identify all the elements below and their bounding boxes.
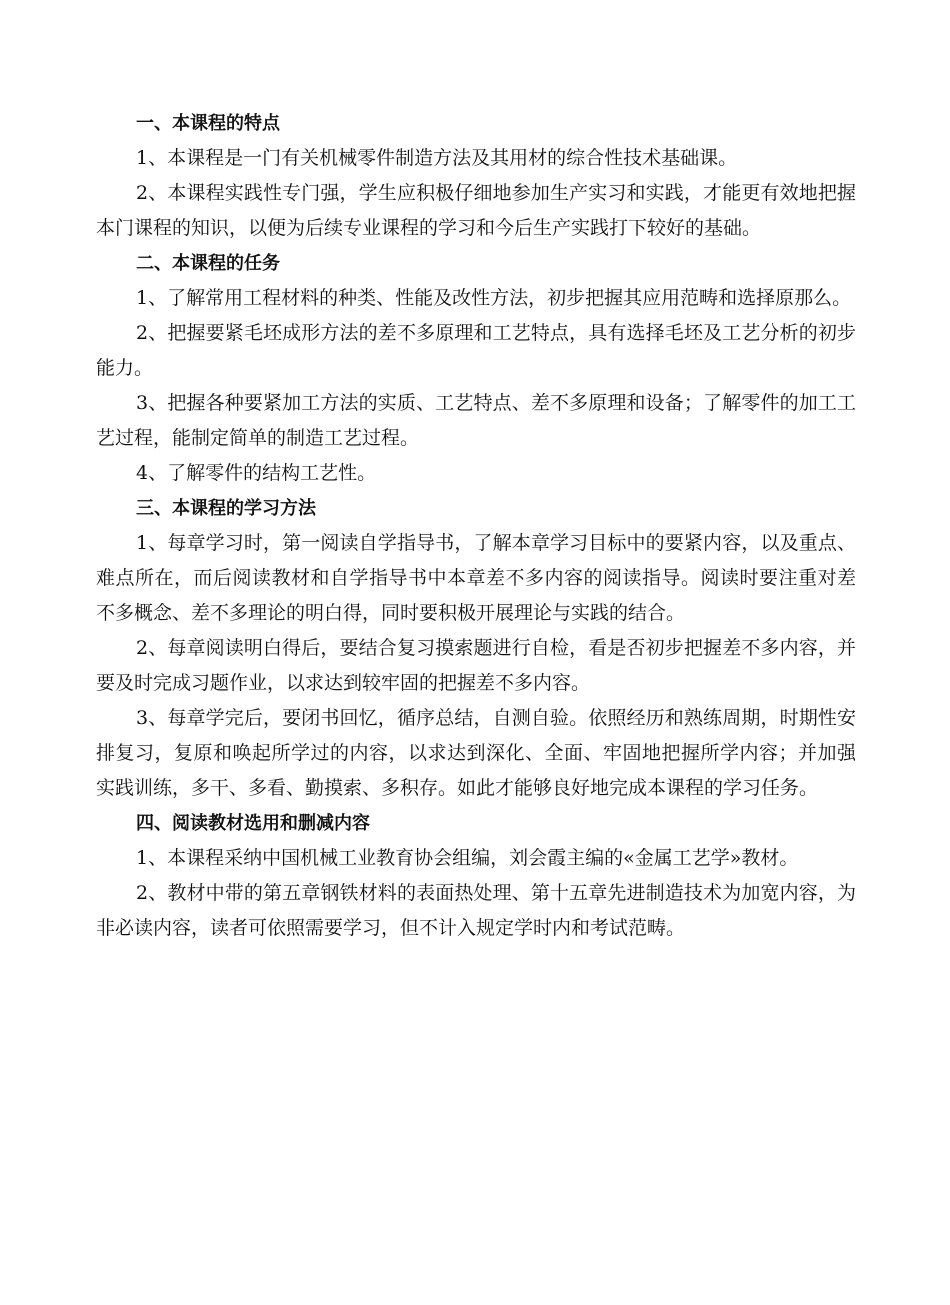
paragraph xyxy=(96,631,856,701)
paragraph xyxy=(96,526,856,631)
paragraph xyxy=(96,316,856,386)
paragraph-line: 么。 xyxy=(813,287,852,309)
paragraph-line: 1、本课程采纳中国机械工业教育协会组编，刘会霞主编的«金属工艺学»教材。 xyxy=(136,847,799,869)
section-heading-4: 四、阅读教材选用和删减内容 xyxy=(136,813,370,834)
paragraph-line: 重对差不多概念、差不多理论的明白得，同时要积极开展理论与实践的结合。 xyxy=(96,567,856,624)
paragraph xyxy=(96,141,856,176)
paragraph-line: 任务。 xyxy=(761,777,819,799)
paragraph-line: 3、把握各种要紧加工方法的实质、工艺特点、差不多原理和设备；了解零件的加 xyxy=(136,392,818,414)
section-heading-1: 一、本课程的特点 xyxy=(136,113,280,134)
paragraph xyxy=(96,176,856,246)
paragraph-line: 4、了解零件的结构工艺性。 xyxy=(136,462,377,484)
paragraph xyxy=(96,841,856,876)
paragraph-line: 并要及时完成习题作业，以求达到较牢固的把握差不多内容。 xyxy=(96,637,856,694)
paragraph xyxy=(96,701,856,806)
paragraph-line: 1、本课程是一门有关机械零件制造方法及其用材的综合性技术基础课。 xyxy=(136,147,738,169)
paragraph-line: 1、每章学习时，第一阅读自学指导书，了解本章学习目标中的要紧内容，以及重 xyxy=(136,532,818,554)
section-heading-2: 二、本课程的任务 xyxy=(136,253,280,274)
paragraph-line: 工工艺过程，能制定简单的制造工艺过程。 xyxy=(96,392,856,449)
paragraph-line: 2、教材中带的第五章钢铁材料的表面热处理、第十五章先进制造技术为加宽内容， xyxy=(136,882,837,904)
paragraph-line: 2、每章阅读明白得后，要结合复习摸索题进行自检，看是否初步把握差不多内容， xyxy=(136,637,837,659)
paragraph-line: 3、每章学完后，要闭书回忆，循序总结，自测自验。依照经历和熟练周期，时期 xyxy=(136,707,818,729)
paragraph-line: 点、难点所在，而后阅读教材和自学指导书中本章差不多内容的阅读指导。阅读时要注 xyxy=(96,532,856,589)
paragraph-line: 2、把握要紧毛坯成形方法的差不多原理和工艺特点，具有选择毛坯及工艺分析的 xyxy=(136,322,818,344)
paragraph-line: 并加强实践训练，多干、多看、勤摸索、多积存。如此才能够良好地完成本课程的学习 xyxy=(96,742,856,799)
section-heading-3: 三、本课程的学习方法 xyxy=(136,498,316,519)
document-page xyxy=(96,106,856,946)
paragraph xyxy=(96,386,856,456)
paragraph-line: 1、了解常用工程材料的种类、性能及改性方法，初步把握其应用范畴和选择原那 xyxy=(136,287,814,309)
paragraph-line: 2、本课程实践性专门强，学生应积极仔细地参加生产实习和实践，才能更有效地 xyxy=(136,182,818,204)
paragraph xyxy=(96,456,856,491)
paragraph xyxy=(96,281,856,316)
paragraph-line: 为非必读内容，读者可依照需要学习，但不计入规定学时内和考试范畴。 xyxy=(96,882,856,939)
paragraph xyxy=(96,876,856,946)
paragraph-line: 初步能力。 xyxy=(96,322,856,379)
paragraph-line: 性安排复习，复原和唤起所学过的内容，以求达到深化、全面、牢固地把握所学内容； xyxy=(96,707,856,764)
paragraph-line: 把握本门课程的知识，以便为后续专业课程的学习和今后生产实践打下较好的基础。 xyxy=(96,182,856,239)
